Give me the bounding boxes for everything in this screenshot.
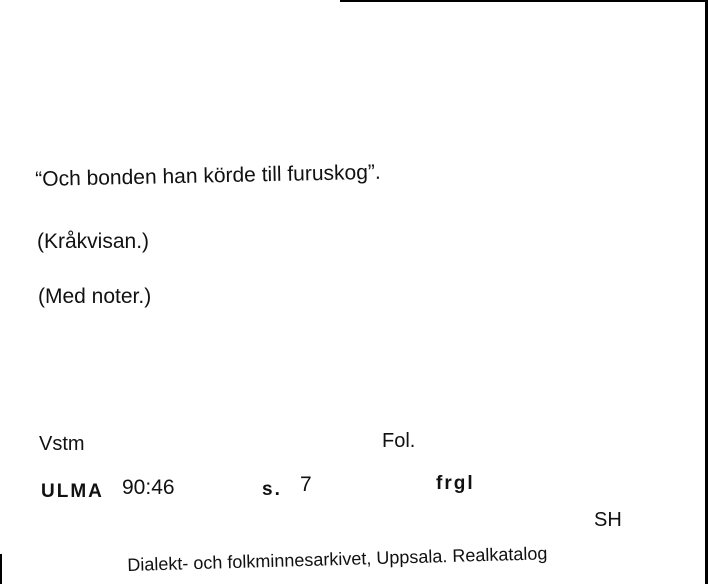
recorder-initials: SH [594,509,622,531]
page-label: s. [262,479,282,500]
scan-border-left [0,554,2,584]
card-subtitle-notes: (Med noter.) [38,285,152,308]
form-label: Fol. [382,430,416,452]
card-subtitle-song-name: (Kråkvisan.) [37,230,150,253]
archive-code: ULMA [41,481,104,502]
card-title: “Och bonden han körde till furuskog”. [35,160,381,191]
scan-border-top [340,0,708,2]
page-number: 7 [300,473,312,496]
accession-number: 90:46 [122,476,175,499]
card-footer-archive: Dialekt- och folkminnesarkivet, Uppsala. Realkatalog [127,543,548,575]
category-code: frgl [436,473,475,494]
region-code: Vstm [39,433,85,455]
